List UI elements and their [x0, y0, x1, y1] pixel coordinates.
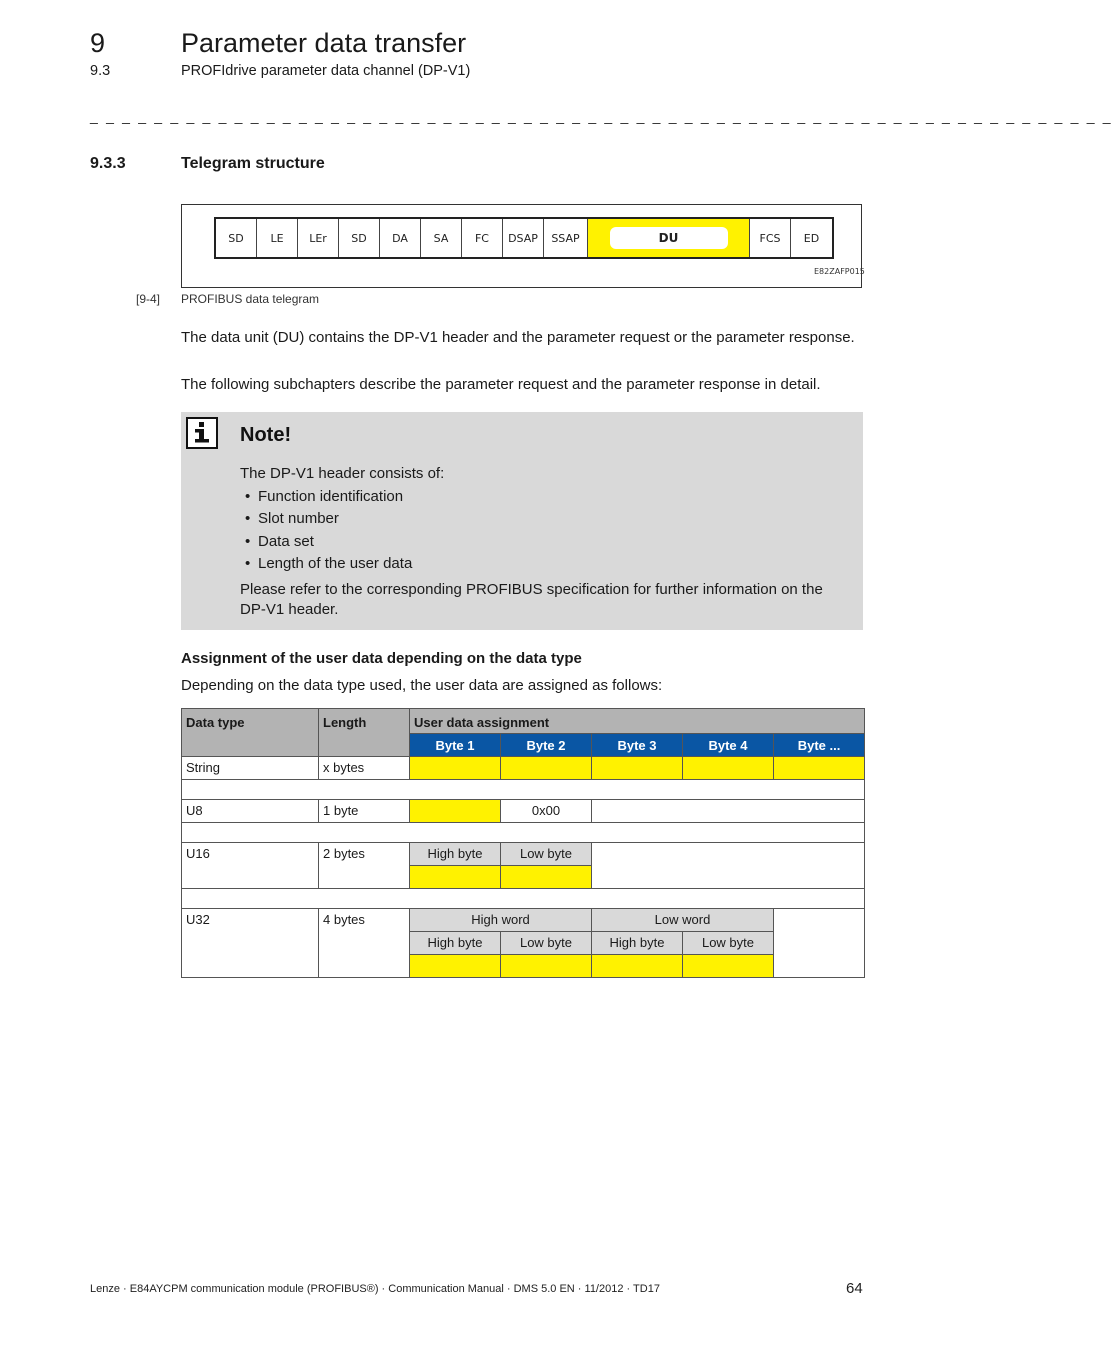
- telegram-cell-ssap: SSAP: [544, 219, 588, 257]
- row-u32-length: 4 bytes: [319, 909, 410, 978]
- subsection-number: 9.3.3: [90, 155, 126, 172]
- header-data-type: Data type: [182, 709, 319, 757]
- note-list: [240, 486, 850, 576]
- telegram-cell-le: LE: [257, 219, 298, 257]
- telegram-cell-sd: SD: [216, 219, 257, 257]
- row-u16-high-byte: High byte: [410, 843, 501, 866]
- row-u32-type: U32: [182, 909, 319, 978]
- telegram-cell-fcs: FCS: [750, 219, 791, 257]
- row-u8-length: 1 byte: [319, 800, 410, 823]
- chapter-title: Parameter data transfer: [181, 28, 467, 58]
- telegram-cell-da: DA: [380, 219, 421, 257]
- table-row: [182, 909, 865, 932]
- section-number: 9.3: [90, 63, 111, 79]
- telegram-cell-ler: LEr: [298, 219, 339, 257]
- telegram-cell-fc: FC: [462, 219, 503, 257]
- section-title: PROFIdrive parameter data channel (DP-V1): [181, 63, 471, 79]
- figure-code: E82ZAFP015: [814, 267, 865, 276]
- paragraph-subchapters: The following subchapters describe the parameter request and the parameter response in detail.: [181, 376, 821, 393]
- header-byte-3: Byte 3: [592, 734, 683, 757]
- telegram-cell-ed: ED: [803, 231, 820, 245]
- row-u8-type: U8: [182, 800, 319, 823]
- row-u16-length: 2 bytes: [319, 843, 410, 889]
- telegram-cell-dsap: DSAP: [503, 219, 544, 257]
- row-u32-high-byte-2: High byte: [592, 932, 683, 955]
- note-box: [181, 412, 863, 630]
- page-number: 64: [846, 1280, 863, 1297]
- header-byte-4: Byte 4: [683, 734, 774, 757]
- info-icon: [186, 417, 218, 449]
- row-u32-low-byte-1: Low byte: [501, 932, 592, 955]
- note-tail: Please refer to the corresponding PROFIBUS specification for further information on the DP-V1 header.: [240, 580, 823, 618]
- du-label: DU: [610, 227, 728, 249]
- row-u32-low-byte-2: Low byte: [683, 932, 774, 955]
- table-row: [182, 757, 865, 780]
- row-u16-low-byte: Low byte: [501, 843, 592, 866]
- telegram-cell-sd2: SD: [339, 219, 380, 257]
- row-string-length: x bytes: [319, 757, 410, 780]
- header-rule: _ _ _ _ _ _ _ _ _ _ _ _ _ _ _ _ _ _ _ _ _ _ _ _ _ _ _ _ _ _ _ _ _ _ _ _ _ _ _ _ _ _ _ _ _ _ _ _ _ _ _ _ _ _ _ _ _ _ _ _ _ _ _ _: [90, 108, 1113, 124]
- table-row: [182, 800, 865, 823]
- list-item: • Length of the user data: [240, 553, 850, 576]
- row-u32-low-word: Low word: [592, 909, 774, 932]
- assignment-table: [181, 708, 864, 978]
- header-length: Length: [319, 709, 410, 757]
- footer-text: Lenze · E84AYCPM communication module (PROFIBUS®) · Communication Manual · DMS 5.0 EN · 11/2012 · TD17: [90, 1283, 660, 1295]
- assignment-heading: Assignment of the user data depending on the data type: [181, 650, 582, 667]
- chapter-number: 9: [90, 28, 106, 58]
- table-row: [182, 843, 865, 866]
- telegram-cell-du: [588, 219, 750, 257]
- paragraph-du: The data unit (DU) contains the DP-V1 header and the parameter request or the parameter response.: [181, 329, 855, 346]
- header-byte-1: Byte 1: [410, 734, 501, 757]
- list-item: • Slot number: [240, 508, 850, 531]
- list-item: • Data set: [240, 531, 850, 554]
- telegram-cell-sa: SA: [421, 219, 462, 257]
- assignment-intro: Depending on the data type used, the user data are assigned as follows:: [181, 677, 663, 694]
- row-u8-fill: 0x00: [501, 800, 592, 823]
- figure-ref: [9-4]: [136, 292, 161, 306]
- subsection-title: Telegram structure: [181, 155, 325, 172]
- list-item: • Function identification: [240, 486, 850, 509]
- row-u32-high-byte-1: High byte: [410, 932, 501, 955]
- row-u16-type: U16: [182, 843, 319, 889]
- figure-caption: PROFIBUS data telegram: [181, 292, 320, 306]
- row-u32-high-word: High word: [410, 909, 592, 932]
- header-byte-more: Byte ...: [774, 734, 865, 757]
- header-byte-2: Byte 2: [501, 734, 592, 757]
- note-intro: The DP-V1 header consists of:: [240, 465, 445, 482]
- row-string-type: String: [182, 757, 319, 780]
- note-title: Note!: [240, 424, 292, 446]
- header-user-data-assignment: User data assignment: [410, 709, 865, 734]
- note-body: [240, 463, 850, 620]
- telegram-diagram: [214, 217, 834, 259]
